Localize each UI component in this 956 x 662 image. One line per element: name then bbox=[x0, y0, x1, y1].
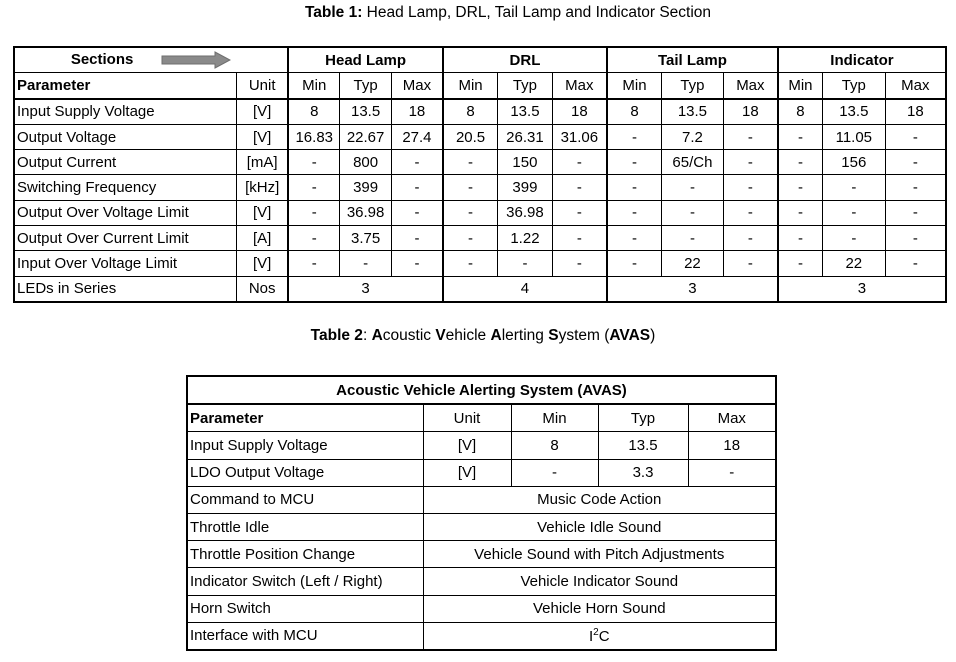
sub-header-typ: Typ bbox=[340, 73, 392, 99]
table-row bbox=[14, 150, 946, 175]
value-cell: - bbox=[778, 200, 823, 225]
group-header-drl: DRL bbox=[443, 47, 607, 73]
value-cell: - bbox=[607, 150, 662, 175]
value-cell: - bbox=[885, 200, 946, 225]
avas-title-row bbox=[187, 376, 776, 404]
unit-cell: [kHz] bbox=[237, 175, 289, 200]
value-cell: - bbox=[607, 251, 662, 276]
value-cell: 22 bbox=[662, 251, 724, 276]
max-cell: 18 bbox=[688, 432, 776, 459]
caption-word: coustic bbox=[382, 327, 436, 344]
interface-value-sup: 2 bbox=[593, 626, 599, 638]
leds-row bbox=[14, 276, 946, 302]
interface-value-post: C bbox=[598, 627, 610, 645]
caption-initial: V bbox=[435, 327, 446, 344]
caption-initial: A bbox=[490, 327, 502, 344]
value-cell: - bbox=[391, 150, 443, 175]
table2-caption-end: ) bbox=[650, 327, 656, 344]
parameter-cell: LEDs in Series bbox=[14, 276, 237, 302]
sub-header-min: Min bbox=[778, 73, 823, 99]
parameter-cell: Output Voltage bbox=[14, 124, 237, 149]
value-cell: - bbox=[288, 150, 340, 175]
table1-caption-label: Table 1: bbox=[304, 4, 363, 21]
value-cell: 7.2 bbox=[662, 124, 724, 149]
unit-cell: [V] bbox=[237, 99, 289, 125]
unit-header: Unit bbox=[423, 404, 511, 432]
span-value-cell: Vehicle Indicator Sound bbox=[423, 568, 776, 595]
span-value-cell: Vehicle Sound with Pitch Adjustments bbox=[423, 541, 776, 568]
table2-caption-label: Table 2 bbox=[310, 327, 363, 344]
avas-title: Acoustic Vehicle Alerting System (AVAS) bbox=[187, 376, 776, 404]
value-cell: - bbox=[723, 175, 778, 200]
value-cell: - bbox=[552, 251, 607, 276]
value-cell: - bbox=[662, 226, 724, 251]
interface-value-pre: I bbox=[588, 627, 594, 645]
parameter-cell: LDO Output Voltage bbox=[187, 459, 423, 486]
value-cell: 399 bbox=[498, 175, 553, 200]
table-row bbox=[14, 124, 946, 149]
group-header-head-lamp: Head Lamp bbox=[288, 47, 443, 73]
value-cell: - bbox=[443, 226, 498, 251]
parameter-cell: Switching Frequency bbox=[14, 175, 237, 200]
value-cell: - bbox=[443, 150, 498, 175]
value-cell: 13.5 bbox=[822, 99, 885, 125]
value-cell: 22.67 bbox=[340, 124, 392, 149]
leds-value-cell: 3 bbox=[607, 276, 778, 302]
sub-header-max: Max bbox=[885, 73, 946, 99]
value-cell: - bbox=[778, 150, 823, 175]
unit-cell: [V] bbox=[423, 432, 511, 459]
table1-caption-text: Head Lamp, DRL, Tail Lamp and Indicator Section bbox=[362, 4, 712, 21]
sub-header-max: Max bbox=[723, 73, 778, 99]
value-cell: - bbox=[822, 175, 885, 200]
value-cell: - bbox=[443, 251, 498, 276]
table2-caption-abbr: AVAS bbox=[609, 327, 651, 344]
value-cell: - bbox=[885, 251, 946, 276]
leds-value-cell: 3 bbox=[778, 276, 946, 302]
value-cell: 8 bbox=[607, 99, 662, 125]
value-cell: - bbox=[662, 200, 724, 225]
table-row bbox=[187, 595, 776, 622]
max-cell: - bbox=[688, 459, 776, 486]
max-header: Max bbox=[688, 404, 776, 432]
value-cell: - bbox=[391, 200, 443, 225]
value-cell: - bbox=[778, 124, 823, 149]
value-cell: 8 bbox=[778, 99, 823, 125]
value-cell: 36.98 bbox=[498, 200, 553, 225]
table-row bbox=[187, 541, 776, 568]
sub-header-typ: Typ bbox=[822, 73, 885, 99]
value-cell: - bbox=[662, 175, 724, 200]
unit-cell: [V] bbox=[237, 251, 289, 276]
value-cell: - bbox=[778, 175, 823, 200]
unit-cell: [V] bbox=[237, 200, 289, 225]
value-cell: - bbox=[340, 251, 392, 276]
group-header-indicator: Indicator bbox=[778, 47, 946, 73]
table-row bbox=[187, 486, 776, 513]
parameter-cell: Input Over Voltage Limit bbox=[14, 251, 237, 276]
span-value-cell: Music Code Action bbox=[423, 486, 776, 513]
table2-caption-colon: : bbox=[362, 327, 372, 344]
sub-header-max: Max bbox=[552, 73, 607, 99]
value-cell: 36.98 bbox=[340, 200, 392, 225]
value-cell: 20.5 bbox=[443, 124, 498, 149]
right-arrow-icon bbox=[161, 51, 231, 69]
parameter-cell: Indicator Switch (Left / Right) bbox=[187, 568, 423, 595]
parameter-cell: Output Current bbox=[14, 150, 237, 175]
parameter-cell: Throttle Position Change bbox=[187, 541, 423, 568]
parameter-cell: Output Over Voltage Limit bbox=[14, 200, 237, 225]
table2-caption-title bbox=[372, 327, 610, 344]
value-cell: - bbox=[288, 175, 340, 200]
value-cell: - bbox=[443, 200, 498, 225]
table-row bbox=[187, 432, 776, 459]
value-cell: - bbox=[498, 251, 553, 276]
parameter-cell: Horn Switch bbox=[187, 595, 423, 622]
table-row bbox=[14, 175, 946, 200]
value-cell: - bbox=[391, 175, 443, 200]
sub-header-typ: Typ bbox=[662, 73, 724, 99]
value-cell: 11.05 bbox=[822, 124, 885, 149]
value-cell: 150 bbox=[498, 150, 553, 175]
caption-word: ystem ( bbox=[558, 327, 610, 344]
caption-word: lerting bbox=[501, 327, 549, 344]
value-cell: - bbox=[885, 175, 946, 200]
sub-header-min: Min bbox=[607, 73, 662, 99]
interface-row bbox=[187, 622, 776, 650]
sections-label: Sections bbox=[70, 51, 134, 69]
value-cell: - bbox=[443, 175, 498, 200]
unit-header: Unit bbox=[237, 73, 289, 99]
caption-word: ehicle bbox=[445, 327, 491, 344]
value-cell: - bbox=[607, 200, 662, 225]
value-cell: 16.83 bbox=[288, 124, 340, 149]
table-row bbox=[187, 568, 776, 595]
typ-cell: 3.3 bbox=[598, 459, 688, 486]
caption-initial: A bbox=[371, 327, 383, 344]
value-cell: 800 bbox=[340, 150, 392, 175]
table-row bbox=[14, 99, 946, 125]
column-header-row bbox=[14, 73, 946, 99]
min-cell: - bbox=[511, 459, 598, 486]
min-header: Min bbox=[511, 404, 598, 432]
value-cell: 18 bbox=[723, 99, 778, 125]
parameter-cell: Command to MCU bbox=[187, 486, 423, 513]
value-cell: - bbox=[822, 200, 885, 225]
value-cell: - bbox=[778, 251, 823, 276]
sub-header-typ: Typ bbox=[498, 73, 553, 99]
span-value-cell: Vehicle Idle Sound bbox=[423, 513, 776, 540]
sections-row bbox=[14, 47, 946, 73]
value-cell: 26.31 bbox=[498, 124, 553, 149]
unit-cell: [A] bbox=[237, 226, 289, 251]
value-cell: - bbox=[288, 226, 340, 251]
value-cell: - bbox=[885, 226, 946, 251]
value-cell: 31.06 bbox=[552, 124, 607, 149]
value-cell: - bbox=[607, 226, 662, 251]
leds-value-cell: 4 bbox=[443, 276, 607, 302]
sub-header-min: Min bbox=[288, 73, 340, 99]
value-cell: 18 bbox=[552, 99, 607, 125]
min-cell: 8 bbox=[511, 432, 598, 459]
unit-cell: [V] bbox=[237, 124, 289, 149]
value-cell: 27.4 bbox=[391, 124, 443, 149]
value-cell: 13.5 bbox=[498, 99, 553, 125]
sections-header-cell bbox=[14, 47, 288, 73]
parameter-cell: Interface with MCU bbox=[187, 622, 423, 650]
leds-value-cell: 3 bbox=[288, 276, 443, 302]
parameter-cell: Throttle Idle bbox=[187, 513, 423, 540]
value-cell: - bbox=[607, 175, 662, 200]
typ-cell: 13.5 bbox=[598, 432, 688, 459]
value-cell: - bbox=[885, 124, 946, 149]
unit-cell: [mA] bbox=[237, 150, 289, 175]
lamp-specs-table bbox=[13, 46, 947, 303]
value-cell: 1.22 bbox=[498, 226, 553, 251]
value-cell: - bbox=[822, 226, 885, 251]
value-cell: - bbox=[552, 200, 607, 225]
typ-header: Typ bbox=[598, 404, 688, 432]
caption-initial: S bbox=[548, 327, 559, 344]
value-cell: - bbox=[723, 124, 778, 149]
table-row bbox=[14, 251, 946, 276]
value-cell: - bbox=[723, 226, 778, 251]
value-cell: - bbox=[552, 150, 607, 175]
span-value-cell: Vehicle Horn Sound bbox=[423, 595, 776, 622]
value-cell: - bbox=[288, 200, 340, 225]
value-cell: - bbox=[778, 226, 823, 251]
parameter-header: Parameter bbox=[187, 404, 423, 432]
value-cell: 3.75 bbox=[340, 226, 392, 251]
table2-caption bbox=[5, 326, 956, 346]
value-cell: 8 bbox=[443, 99, 498, 125]
unit-cell: Nos bbox=[237, 276, 289, 302]
value-cell: 8 bbox=[288, 99, 340, 125]
parameter-cell: Input Supply Voltage bbox=[187, 432, 423, 459]
unit-cell: [V] bbox=[423, 459, 511, 486]
value-cell: - bbox=[723, 251, 778, 276]
sub-header-max: Max bbox=[391, 73, 443, 99]
table-row bbox=[187, 513, 776, 540]
value-cell: - bbox=[552, 226, 607, 251]
value-cell: - bbox=[391, 251, 443, 276]
value-cell: 13.5 bbox=[662, 99, 724, 125]
value-cell: 65/Ch bbox=[662, 150, 724, 175]
table-row bbox=[14, 226, 946, 251]
parameter-cell: Output Over Current Limit bbox=[14, 226, 237, 251]
value-cell: - bbox=[723, 150, 778, 175]
value-cell: - bbox=[288, 251, 340, 276]
avas-specs-table bbox=[186, 375, 777, 651]
value-cell: - bbox=[723, 200, 778, 225]
value-cell: - bbox=[391, 226, 443, 251]
value-cell: 18 bbox=[391, 99, 443, 125]
group-header-tail-lamp: Tail Lamp bbox=[607, 47, 778, 73]
avas-header-row bbox=[187, 404, 776, 432]
table-row bbox=[187, 459, 776, 486]
interface-value-cell bbox=[423, 622, 776, 650]
value-cell: - bbox=[885, 150, 946, 175]
sub-header-min: Min bbox=[443, 73, 498, 99]
value-cell: 156 bbox=[822, 150, 885, 175]
value-cell: 13.5 bbox=[340, 99, 392, 125]
value-cell: 399 bbox=[340, 175, 392, 200]
table-row bbox=[14, 200, 946, 225]
table1-caption bbox=[30, 3, 956, 23]
value-cell: 18 bbox=[885, 99, 946, 125]
parameter-cell: Input Supply Voltage bbox=[14, 99, 237, 125]
value-cell: - bbox=[607, 124, 662, 149]
parameter-header: Parameter bbox=[14, 73, 237, 99]
value-cell: - bbox=[552, 175, 607, 200]
value-cell: 22 bbox=[822, 251, 885, 276]
